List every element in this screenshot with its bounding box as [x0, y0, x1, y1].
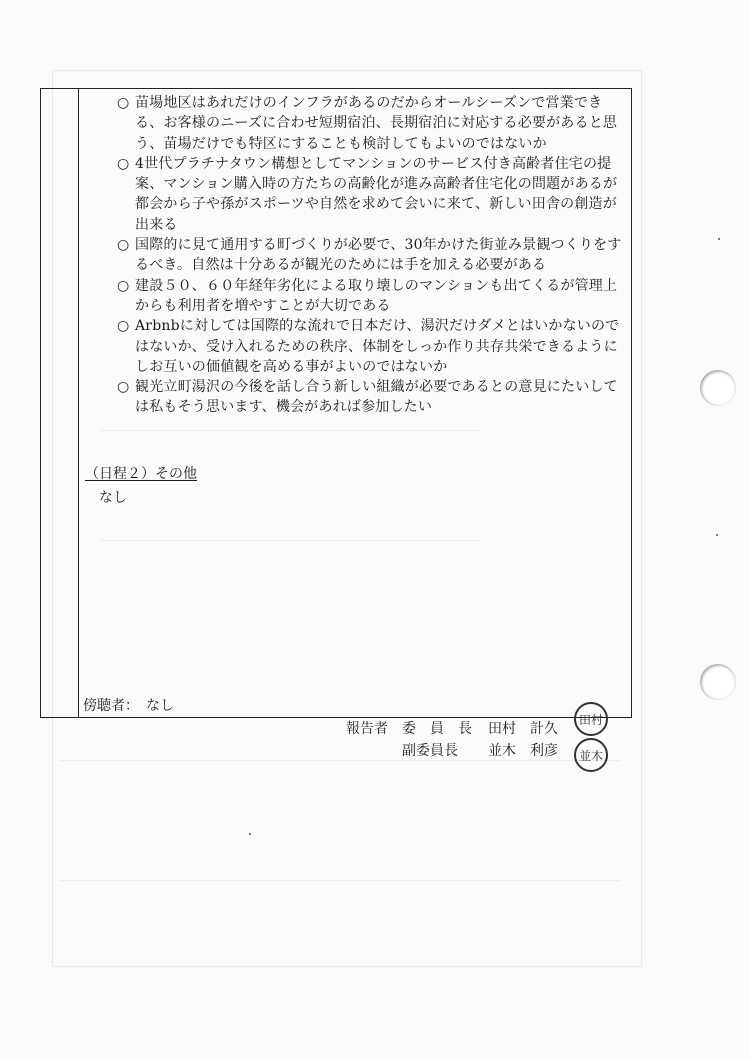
agenda-title: （日程２）その他 [85, 466, 197, 482]
punch-hole-icon [700, 664, 736, 700]
reporter-role: 副委員長 [402, 743, 458, 759]
speck [718, 238, 720, 240]
opinion-text: 観光立町湯沢の今後を話し合う新しい組織が必要であるとの意見にたいしては私もそう思います、機会があれば参加したい [135, 379, 618, 416]
reporter-label: 報告者 [346, 721, 388, 737]
opinion-item [117, 235, 627, 276]
opinion-item [117, 316, 627, 377]
agenda-section [85, 463, 197, 507]
speck [249, 833, 251, 835]
attendee-line: 傍聴者： なし [83, 698, 174, 714]
report-table [40, 88, 632, 718]
reporter-block [346, 718, 568, 762]
opinion-text: 建設５０、６０年経年劣化による取り壊しのマンションも出てくるが管理上からも利用者を増やすことが大切である [135, 277, 618, 314]
seal-text: 田村 [578, 712, 603, 727]
reporter-role: 委 員 長 [402, 721, 472, 737]
opinion-text: Arbnbに対しては国際的な流れで日本だけ、湯沢だけダメとはいかないのではないか、受け入れるための秩序、体制をしっか作り共存共栄できるようにしお互いの価値観を高める事がよいのではないか [135, 318, 620, 375]
table-column-divider [78, 89, 79, 717]
reporter-row [346, 718, 568, 740]
punch-hole-icon [700, 370, 736, 406]
opinion-text: 苗場地区はあれだけのインフラがあるのだからオールシーズンで営業できる、お客様のニーズに合わせ短期宿泊、長期宿泊に対応する必要があると思う、苗場だけでも特区にすることも検討してもよいのではないか [135, 95, 618, 152]
opinion-item [117, 93, 627, 154]
opinion-list [117, 93, 627, 418]
bleed-through-line [60, 880, 620, 881]
bullet-circle: ○ [117, 155, 130, 172]
reporter-name: 田村 計久 [488, 721, 558, 737]
seal-text: 並木 [578, 748, 603, 763]
opinion-text: 4世代プラチナタウン構想としてマンションのサービス付き高齢者住宅の提案、マンション購入時の方たちの高齢化が進み高齢者住宅化の問題があるが都会から子や孫がスポーツや自然を求めて会いに来て、新しい田舎の創造が出来る [135, 155, 618, 233]
bullet-circle: ○ [117, 318, 130, 335]
reporter-name: 並木 利彦 [488, 743, 558, 759]
speck [716, 534, 718, 536]
opinion-item [117, 377, 627, 418]
bullet-circle: ○ [117, 237, 130, 254]
opinion-item [117, 154, 627, 235]
agenda-body: なし [99, 490, 127, 506]
opinion-text: 国際的に見て通用する町づくりが必要で、30年かけた街並み景観つくりをするべき。自然は十分あるが観光のためには手を加える必要がある [135, 237, 622, 274]
seal-stamp-icon [574, 702, 608, 736]
bullet-circle: ○ [117, 95, 130, 111]
reporter-row [346, 740, 568, 762]
bullet-circle: ○ [117, 379, 130, 396]
seal-stamp-icon [574, 738, 608, 772]
opinion-item [117, 276, 627, 317]
bullet-circle: ○ [117, 277, 130, 294]
